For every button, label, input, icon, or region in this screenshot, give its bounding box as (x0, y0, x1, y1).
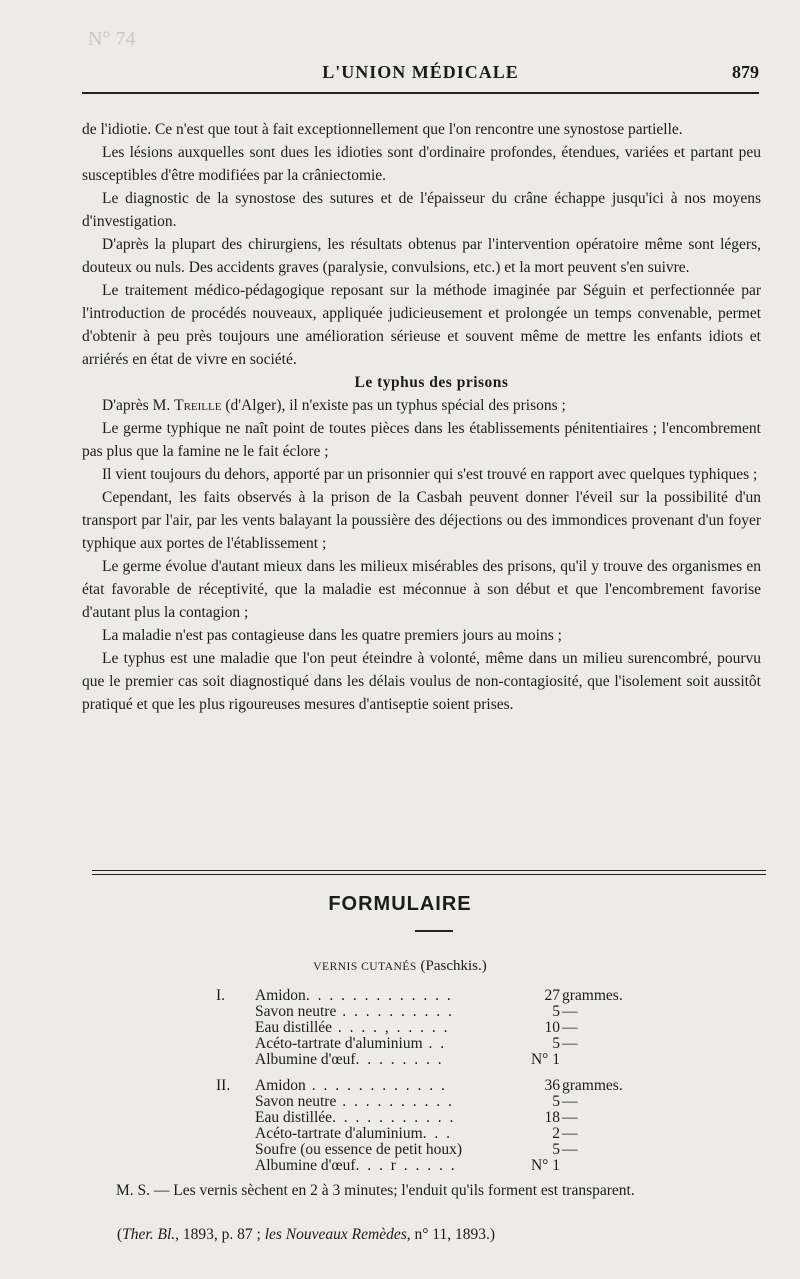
ingredient-unit: — (562, 1003, 578, 1020)
ingredient-quantity: 10 (544, 1019, 560, 1036)
leader-dots: . . . . , . . . . . (332, 1019, 450, 1036)
paragraph: La maladie n'est pas contagieuse dans les quatre premiers jours au moins ; (102, 627, 562, 644)
ingredient-quantity: 5 (552, 1141, 560, 1158)
leader-dots: . . . . . . . . (355, 1051, 444, 1068)
ingredient (255, 1051, 500, 1069)
recipe-name: VERNIS CUTANÉS (313, 961, 417, 973)
ingredient-quantity: 18 (544, 1109, 560, 1126)
paragraph: Les lésions auxquelles sont dues les idioties sont d'ordinaire profondes, étendues, variées et partant peu susceptibles d'être modifiées par la crâniectomie. (82, 144, 761, 184)
paragraph: Le traitement médico-pédagogique reposant sur la méthode imaginée par Séguin et perfectionnée par l'introduction de procédés nouveaux, appliquée judicieusement et prolongée un temps convenable, permet d'obtenir à peu près toujours une amélioration sérieuse et souvent même de mettre les enfants idiots et arriérés en état de vivre en société. (82, 282, 761, 368)
ingredient-name: Acéto-tartrate d'aluminium (255, 1035, 423, 1052)
author-name: Treille (174, 397, 222, 414)
ingredient-name: Amidon (255, 987, 306, 1004)
leader-dots: . . . . . . . . . . . . (305, 1077, 447, 1094)
formula-label: II. (216, 1077, 231, 1094)
ingredient-quantity: 36 (544, 1077, 560, 1094)
leader-dots: . . . (422, 1125, 453, 1142)
ingredient (255, 1141, 500, 1159)
ingredient-quantity: 5 (552, 1093, 560, 1110)
ingredient-name: Albumine d'œuf (255, 1157, 356, 1174)
ingredient-quantity: 5 (552, 1003, 560, 1020)
ingredient-name: Savon neutre (255, 1093, 337, 1110)
leader-dots: . . . r . . . . . (355, 1157, 457, 1174)
ingredient-quantity: N° 1 (530, 1157, 560, 1174)
ingredient-name: Albumine d'œuf (255, 1051, 356, 1068)
paragraph: Le diagnostic de la synostose des sutures et de l'épaisseur du crâne échappe jusqu'ici à nos moyens d'investigation. (82, 190, 761, 230)
paragraph: Le germe typhique ne naît point de toutes pièces dans les établissements pénitentiaires ; l'encombrement pas plus que la famine ne le fait éclore ; (82, 420, 761, 460)
ingredient-unit: — (562, 1141, 578, 1158)
recipe-author: (Paschkis.) (420, 958, 487, 974)
leader-dots: . . . . . . . . . . . (332, 1109, 456, 1126)
ingredient-unit: — (562, 1093, 578, 1110)
section-divider-rule (92, 874, 766, 875)
leader-dots: . . . . . . . . . . (336, 1003, 454, 1020)
ingredient (255, 1125, 500, 1143)
ingredient-name: Soufre (ou essence de petit houx) (255, 1141, 463, 1158)
ingredient-quantity: N° 1 (530, 1051, 560, 1068)
usage-note (82, 1179, 761, 1202)
leader-dots: . . . . . . . . . . (336, 1093, 454, 1110)
ingredient-quantity: 5 (552, 1035, 560, 1052)
header-rule (82, 92, 759, 94)
formula-label: I. (216, 987, 226, 1004)
ingredient (255, 1109, 500, 1127)
paragraph: Le typhus est une maladie que l'on peut éteindre à volonté, même dans un milieu surencombré, pourvu que le premier cas soit diagnostiqué dans les délais voulus de non-contagiosité, que l'isolement soit aussitôt pratiqué et que les plus rigoureuses mesures d'antiseptie soient prises. (82, 650, 761, 713)
ingredient-unit: — (562, 1019, 578, 1036)
leader-dots: . . (422, 1035, 447, 1052)
ingredient-quantity: 27 (544, 987, 560, 1004)
section-divider-rule (92, 870, 766, 871)
ingredient (255, 1019, 500, 1037)
ingredient (255, 1077, 500, 1095)
recipe-title (0, 958, 800, 975)
ingredient-unit: grammes. (562, 987, 623, 1004)
citation-part: , 1893, p. 87 ; (175, 1226, 265, 1243)
ingredient (255, 1035, 500, 1053)
paragraph (82, 394, 761, 417)
ingredient (255, 1093, 500, 1111)
article-body (82, 118, 761, 716)
ingredient (255, 987, 500, 1005)
paragraph: Le germe évolue d'autant mieux dans les milieux misérables des prisons, qu'il y trouve des organismes en état favorable de réceptivité, que la maladie est méconnue à son début et que l'encombrement favorise d'autant plus la contagion ; (82, 558, 761, 621)
ingredient-name: Amidon (255, 1077, 306, 1094)
ingredient-unit: — (562, 1109, 578, 1126)
ingredient (255, 1003, 500, 1021)
ingredient-name: Eau distillée (255, 1019, 333, 1036)
running-header (82, 62, 759, 88)
journal-title: L'UNION MÉDICALE (322, 62, 519, 82)
ingredient-name: Eau distillée (255, 1109, 333, 1126)
ingredient-name: Acéto-tartrate d'aluminium (255, 1125, 423, 1142)
leader-dots: . . . . . . . . . . . . . (305, 987, 453, 1004)
ingredient-unit: — (562, 1125, 578, 1142)
text-span: D'après M. (102, 397, 175, 414)
formulaire-heading: FORMULAIRE (328, 893, 472, 915)
page-number: 879 (732, 62, 759, 82)
section-heading: Le typhus des prisons (354, 374, 509, 391)
ingredient-unit: — (562, 1035, 578, 1052)
ingredient-quantity: 2 (552, 1125, 560, 1142)
bleed-through-mark: N° 74 (88, 28, 136, 50)
citation-part: ( (117, 1226, 123, 1243)
paragraph: D'après la plupart des chirurgiens, les résultats obtenus par l'intervention opératoire même sont légers, douteux ou nuls. Des accidents graves (paralysie, convulsions, etc.) et la mort peuvent s'en suivre. (82, 236, 761, 276)
paragraph: Il vient toujours du dehors, apporté par un prisonnier qui s'est trouvé en rapport avec quelques typhiques ; (102, 466, 758, 483)
ingredient (255, 1157, 500, 1175)
citation-journal: Ther. Bl. (122, 1226, 176, 1243)
citation-part: , n° 11, 1893.) (406, 1226, 496, 1243)
paragraph: Cependant, les faits observés à la prison de la Casbah peuvent donner l'éveil sur la possibilité d'un transport par l'air, par les vents balayant la poussière des déjections ou des immondices provenant d'un foyer typhique aux portes de l'établissement ; (82, 489, 761, 552)
citation (117, 1226, 495, 1244)
heading-underline (415, 930, 453, 932)
citation-source: les Nouveaux Remèdes (264, 1226, 407, 1243)
paragraph: de l'idiotie. Ce n'est que tout à fait exceptionnellement que l'on rencontre une synostose partielle. (82, 121, 683, 138)
ingredient-unit: grammes. (562, 1077, 623, 1094)
text-span: (d'Alger), il n'existe pas un typhus spécial des prisons ; (221, 397, 566, 414)
paragraph: M. S. — Les vernis sèchent en 2 à 3 minutes; l'enduit qu'ils forment est transparent. (116, 1182, 635, 1199)
ingredient-name: Savon neutre (255, 1003, 337, 1020)
